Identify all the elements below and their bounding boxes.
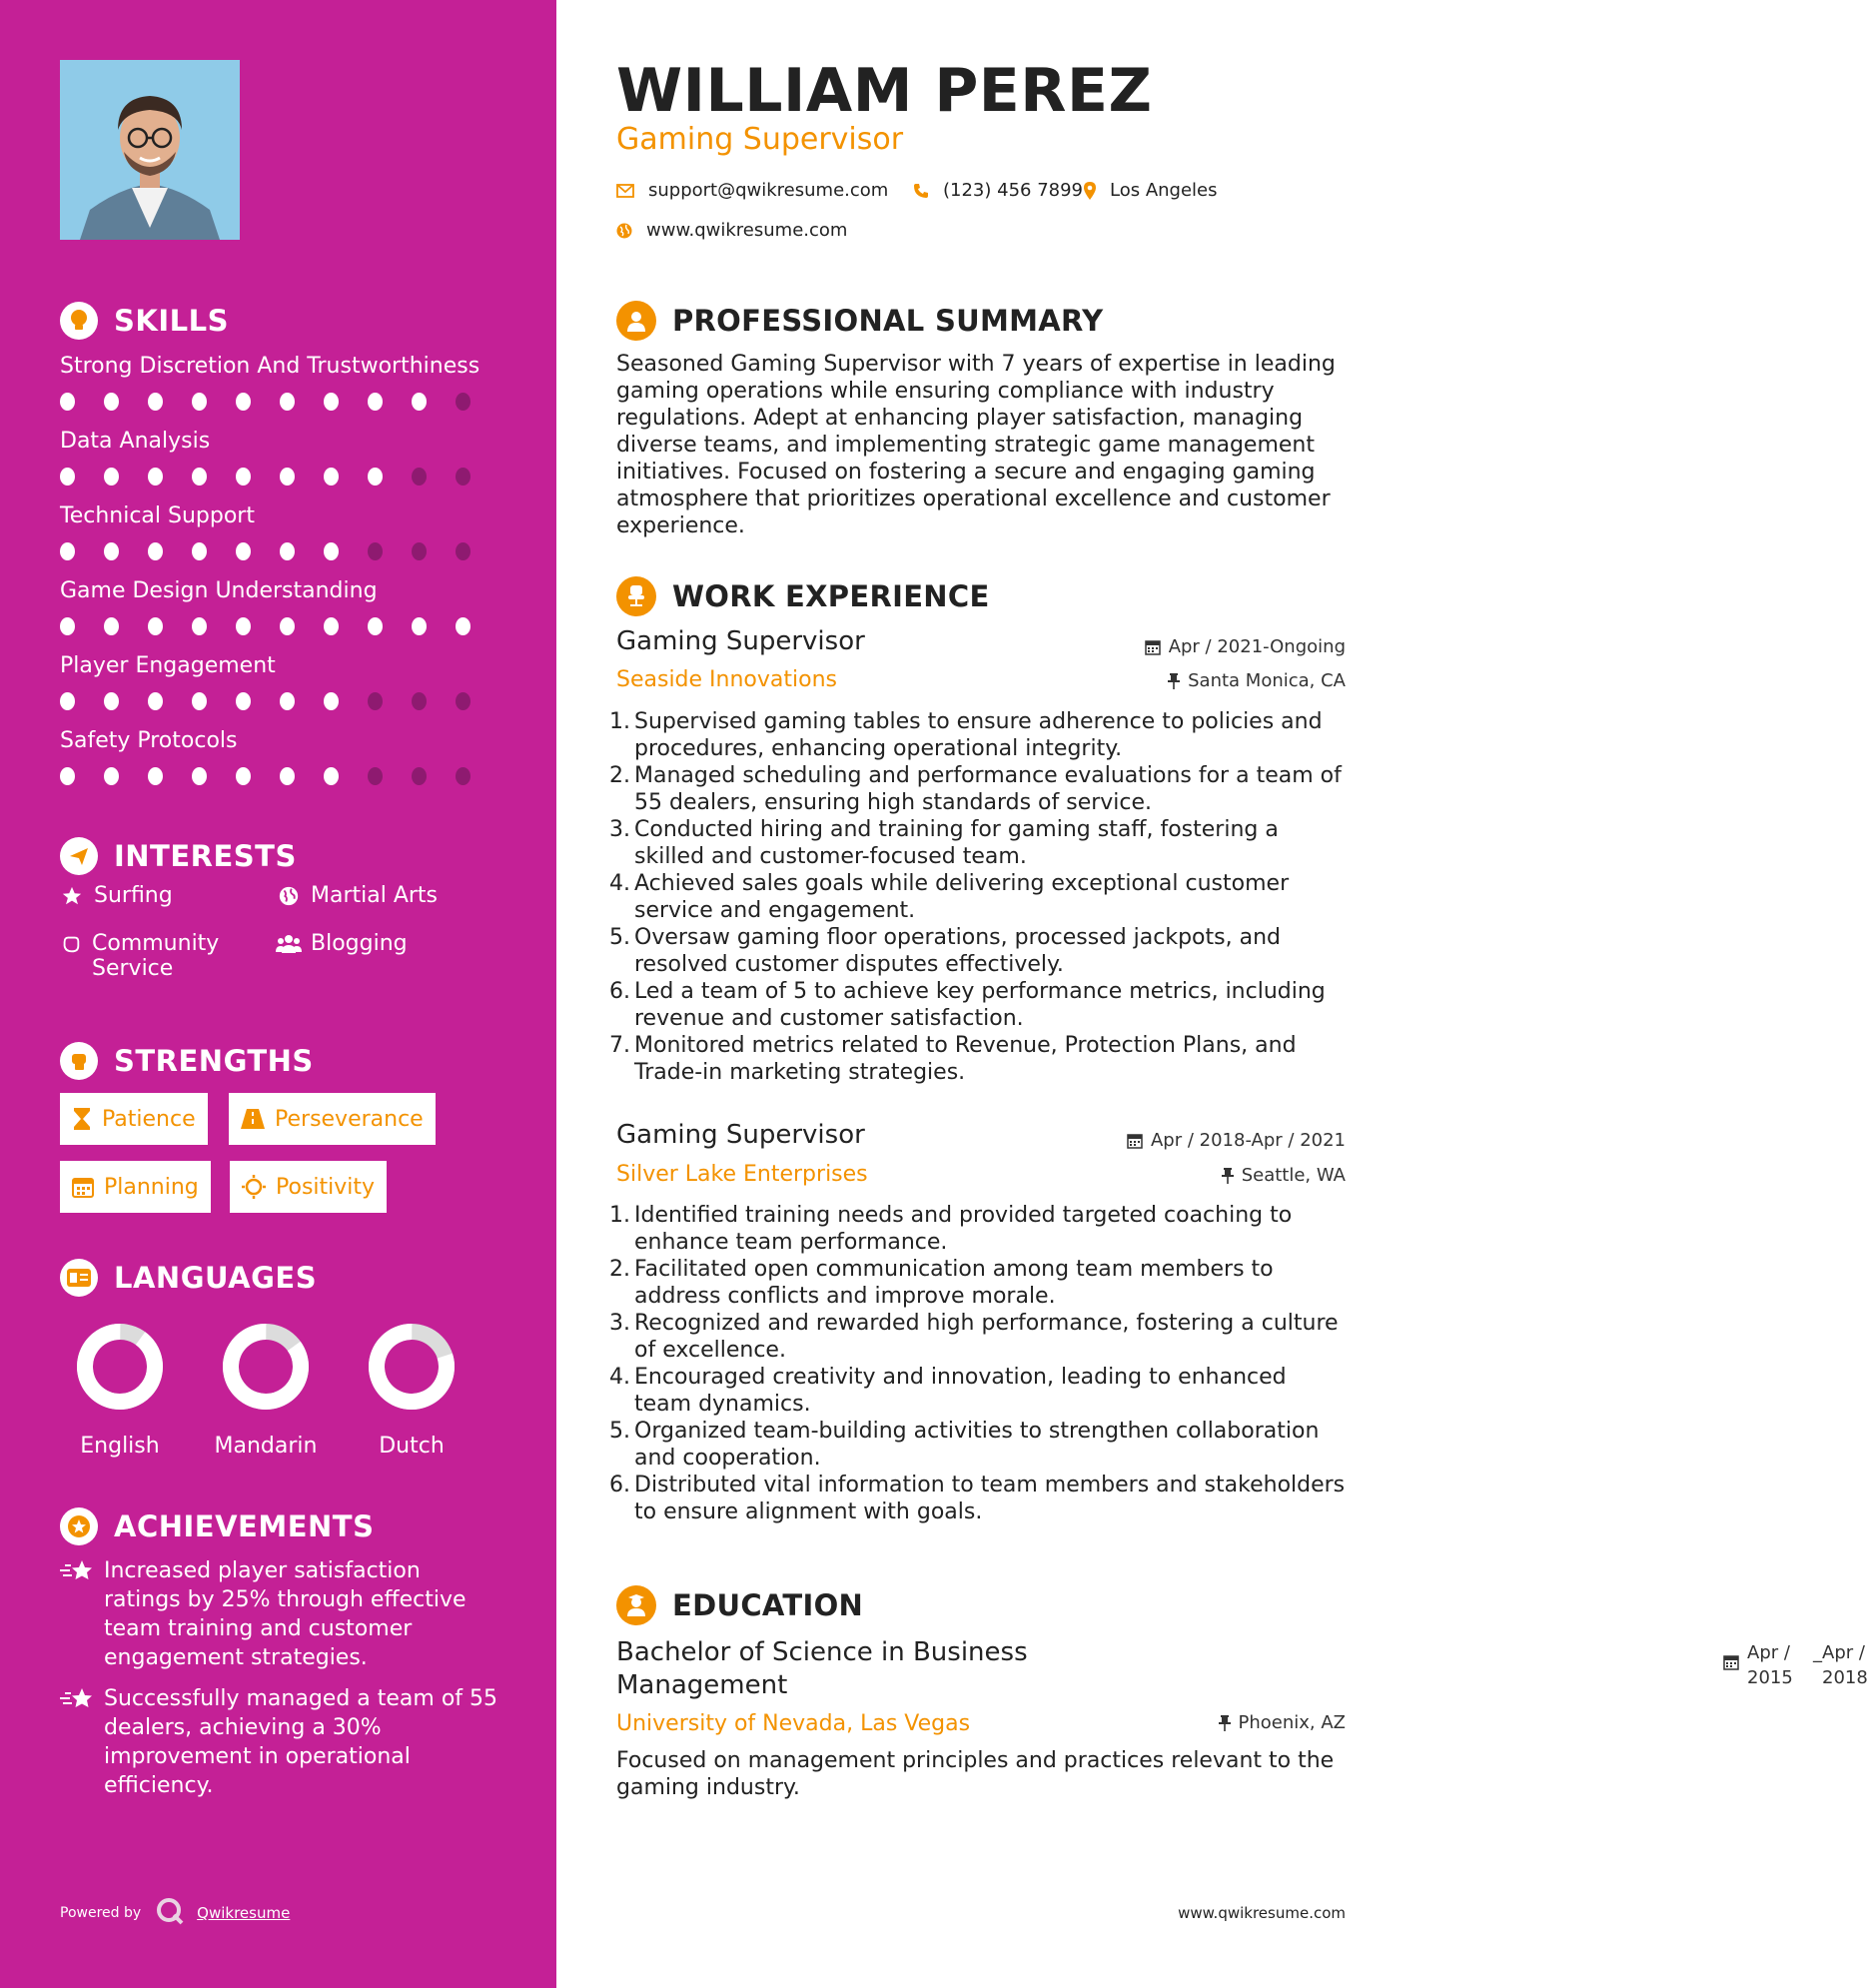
skill-name: Data Analysis	[60, 429, 211, 454]
achievement-item	[60, 1684, 499, 1800]
skill-rating-dot	[236, 542, 251, 560]
skill-item	[60, 429, 499, 486]
responsibility-text: Recognized and rewarded high performance, fostering a culture of excellence.	[634, 1311, 1339, 1363]
skill-rating-dot	[324, 617, 339, 635]
skill-rating-dot	[456, 692, 470, 710]
strength-label: Positivity	[276, 1174, 376, 1200]
skill-rating-dot	[236, 468, 251, 486]
strength-label: Planning	[104, 1174, 199, 1200]
skill-rating-dot	[192, 542, 207, 560]
skill-rating-dot	[368, 617, 383, 635]
language-ring-fill	[71, 1318, 169, 1416]
language-name: Dutch	[379, 1434, 445, 1459]
skill-rating	[60, 468, 499, 486]
responsibility-item	[608, 1418, 1348, 1472]
fist-icon	[60, 1042, 98, 1080]
strength-badge	[230, 1161, 387, 1213]
responsibility-number: 4.	[609, 1365, 630, 1390]
responsibility-text: Led a team of 5 to achieve key performance metrics, including revenue and customer satisfaction.	[634, 979, 1326, 1031]
skill-rating-dot	[192, 767, 207, 785]
skill-rating-dot	[104, 617, 119, 635]
skill-rating-dot	[104, 767, 119, 785]
map-pin-icon	[1084, 182, 1096, 200]
skill-rating-dot	[280, 393, 295, 411]
skill-rating-dot	[104, 542, 119, 560]
office-chair-icon	[616, 576, 656, 616]
responsibility-number: 6.	[609, 1473, 630, 1497]
location-text: Los Angeles	[1110, 180, 1218, 201]
skill-name: Player Engagement	[60, 653, 276, 678]
achievement-text: Increased player satisfaction ratings by 25% through effective team training and customer engagement strategies.	[104, 1558, 467, 1670]
language-item	[55, 1322, 185, 1459]
responsibility-text: Achieved sales goals while delivering exceptional customer service and engagement.	[634, 871, 1290, 923]
responsibility-number: 5.	[609, 925, 630, 950]
responsibility-item	[608, 816, 1348, 870]
skill-name: Game Design Understanding	[60, 578, 378, 603]
contact-location	[1084, 180, 1218, 201]
interest-item	[60, 883, 173, 908]
skill-rating-dot	[368, 542, 383, 560]
skill-rating-dot	[324, 393, 339, 411]
responsibility-text: Distributed vital information to team members and stakeholders to ensure alignment with goals.	[634, 1473, 1346, 1524]
skill-rating-dot	[412, 617, 427, 635]
skill-rating-dot	[280, 767, 295, 785]
skill-rating	[60, 767, 499, 785]
skill-rating-dot	[412, 542, 427, 560]
languages-heading	[60, 1259, 317, 1297]
responsibility-item	[608, 1310, 1348, 1364]
skill-rating-dot	[104, 468, 119, 486]
main-content	[556, 0, 1868, 1988]
skill-rating-dot	[60, 468, 75, 486]
language-item	[347, 1322, 476, 1459]
skill-rating-dot	[456, 393, 470, 411]
skill-rating-dot	[368, 393, 383, 411]
responsibility-item	[608, 1202, 1348, 1256]
skill-rating-dot	[148, 617, 163, 635]
education-heading	[616, 1585, 863, 1625]
strengths-heading	[60, 1042, 314, 1080]
skill-rating-dot	[368, 692, 383, 710]
skill-rating-dot	[456, 617, 470, 635]
education-date-separator: _	[1813, 1642, 1822, 1663]
responsibility-item	[608, 924, 1348, 978]
responsibility-item	[608, 762, 1348, 816]
interest-label: Surfing	[94, 883, 173, 908]
skill-rating-dot	[148, 767, 163, 785]
language-ring-fill	[217, 1318, 315, 1416]
education-title: EDUCATION	[672, 1588, 864, 1622]
phone-icon	[913, 183, 929, 199]
interest-item	[277, 883, 438, 908]
skill-rating	[60, 692, 499, 710]
language-proficiency-ring	[75, 1322, 165, 1412]
education-location-text: Phoenix, AZ	[1238, 1712, 1346, 1733]
job-location	[1222, 1165, 1346, 1186]
skill-rating-dot	[412, 468, 427, 486]
skill-item	[60, 728, 499, 785]
skill-rating-dot	[148, 468, 163, 486]
responsibility-item	[608, 708, 1348, 762]
achievement-item	[60, 1556, 499, 1672]
responsibility-item	[608, 1256, 1348, 1310]
skill-rating-dot	[148, 393, 163, 411]
skill-rating-dot	[456, 542, 470, 560]
skill-rating-dot	[60, 617, 75, 635]
job-responsibilities	[608, 708, 1348, 1086]
interests-heading	[60, 837, 297, 875]
phone-text: (123) 456 7899	[943, 180, 1084, 201]
responsibility-number: 5.	[609, 1419, 630, 1444]
skill-rating-dot	[324, 468, 339, 486]
contact-email[interactable]	[616, 180, 888, 201]
education-dates	[1723, 1640, 1868, 1690]
skill-item	[60, 653, 499, 710]
language-item	[201, 1322, 331, 1459]
shooting-star-icon	[60, 1556, 94, 1672]
job-title: Gaming Supervisor	[616, 626, 865, 656]
job-dates-text: Apr / 2021-Ongoing	[1168, 636, 1346, 657]
strength-badge	[60, 1093, 208, 1145]
responsibility-number: 7.	[609, 1033, 630, 1058]
responsibility-text: Supervised gaming tables to ensure adherence to policies and procedures, enhancing operational integrity.	[634, 709, 1323, 761]
responsibility-number: 3.	[609, 1311, 630, 1336]
responsibility-item	[608, 1032, 1348, 1086]
skill-rating-dot	[324, 767, 339, 785]
skill-rating-dot	[148, 542, 163, 560]
responsibility-text: Facilitated open communication among team members to address conflicts and improve morale.	[634, 1257, 1274, 1309]
hourglass-icon	[72, 1107, 92, 1131]
skill-rating-dot	[192, 617, 207, 635]
skill-rating-dot	[148, 692, 163, 710]
sun-icon	[242, 1175, 266, 1199]
contact-website[interactable]	[616, 220, 847, 241]
education-start: Apr / 2015	[1747, 1642, 1793, 1688]
footer-url[interactable]: www.qwikresume.com	[1178, 1904, 1346, 1922]
skill-rating-dot	[324, 542, 339, 560]
job-title: Gaming Supervisor	[616, 1120, 865, 1150]
skill-rating-dot	[456, 468, 470, 486]
skill-item	[60, 578, 499, 635]
hand-icon	[60, 931, 82, 955]
skills-heading	[60, 302, 229, 340]
interest-label: Blogging	[311, 931, 408, 956]
job-company: Seaside Innovations	[616, 667, 837, 692]
education-degree: Bachelor of Science in Business Management	[616, 1637, 1028, 1700]
job-company: Silver Lake Enterprises	[616, 1162, 868, 1187]
strength-label: Patience	[102, 1106, 196, 1132]
interest-label: Community Service	[92, 931, 220, 981]
skill-name: Safety Protocols	[60, 728, 238, 753]
summary-text: Seasoned Gaming Supervisor with 7 years of expertise in leading gaming operations while ensuring compliance with industry regulations. Adept at enhancing player satisfaction, managing diverse teams, and implementing strategic game management initiatives. Focused on fostering a secure and engaging gaming atmosphere that prioritizes operational excellence and customer experience.	[616, 352, 1336, 538]
skill-rating-dot	[236, 393, 251, 411]
skill-rating-dot	[104, 692, 119, 710]
achievements-title: ACHIEVEMENTS	[114, 1509, 375, 1543]
skill-rating-dot	[192, 393, 207, 411]
interest-label: Martial Arts	[311, 883, 439, 908]
paper-plane-icon	[60, 837, 98, 875]
achievement-text: Successfully managed a team of 55 dealers, achieving a 30% improvement in operational efficiency.	[104, 1686, 498, 1798]
skill-rating-dot	[236, 692, 251, 710]
pushpin-icon	[1168, 673, 1180, 689]
job-location-text: Seattle, WA	[1241, 1165, 1346, 1186]
education-end: Apr / 2018	[1822, 1642, 1868, 1688]
skill-rating-dot	[412, 767, 427, 785]
responsibility-item	[608, 1364, 1348, 1418]
skill-rating-dot	[60, 692, 75, 710]
strength-badge	[60, 1161, 211, 1213]
skill-rating-dot	[280, 617, 295, 635]
lightbulb-icon	[60, 302, 98, 340]
sidebar	[0, 0, 556, 1988]
job-responsibilities	[608, 1202, 1348, 1525]
award-star-icon	[60, 1507, 98, 1545]
skill-rating-dot	[236, 617, 251, 635]
calendar-icon	[72, 1176, 94, 1198]
skill-rating-dot	[104, 393, 119, 411]
contact-phone[interactable]	[913, 180, 1083, 201]
interest-item	[60, 931, 260, 981]
responsibility-number: 2.	[609, 1257, 630, 1282]
pushpin-icon	[1222, 1168, 1234, 1184]
job-location-text: Santa Monica, CA	[1188, 670, 1346, 691]
skill-rating-dot	[60, 542, 75, 560]
language-name: English	[80, 1434, 160, 1459]
user-icon	[616, 301, 656, 341]
responsibility-text: Identified training needs and provided targeted coaching to enhance team performance.	[634, 1203, 1293, 1255]
skill-name: Strong Discretion And Trustworthiness	[60, 354, 480, 379]
language-icon	[60, 1259, 98, 1297]
responsibility-number: 6.	[609, 979, 630, 1004]
language-proficiency-ring	[367, 1322, 457, 1412]
skill-rating-dot	[368, 767, 383, 785]
qwikresume-link[interactable]: Qwikresume	[197, 1904, 291, 1922]
profile-photo	[60, 60, 240, 240]
responsibility-number: 1.	[609, 1203, 630, 1228]
responsibility-text: Conducted hiring and training for gaming staff, fostering a skilled and customer-focused team.	[634, 817, 1279, 869]
summary-heading	[616, 301, 1103, 341]
responsibility-number: 4.	[609, 871, 630, 896]
responsibility-number: 1.	[609, 709, 630, 734]
skill-rating-dot	[280, 542, 295, 560]
shooting-star-icon	[60, 1684, 94, 1800]
envelope-icon	[616, 184, 634, 198]
responsibility-text: Oversaw gaming floor operations, processed jackpots, and resolved customer disputes effectively.	[634, 925, 1281, 977]
education-description: Focused on management principles and practices relevant to the gaming industry.	[616, 1748, 1335, 1800]
job-dates	[1145, 636, 1346, 657]
skill-rating	[60, 393, 499, 411]
job-dates	[1127, 1130, 1346, 1151]
skills-title: SKILLS	[114, 304, 229, 338]
responsibility-number: 2.	[609, 763, 630, 788]
languages-title: LANGUAGES	[114, 1261, 318, 1295]
road-icon	[241, 1108, 265, 1130]
responsibility-text: Organized team-building activities to strengthen collaboration and cooperation.	[634, 1419, 1320, 1471]
skill-item	[60, 354, 499, 411]
skill-rating-dot	[324, 692, 339, 710]
skill-item	[60, 503, 499, 560]
candidate-name: WILLIAM PEREZ	[616, 56, 1153, 126]
globe-icon	[277, 883, 301, 907]
education-school: University of Nevada, Las Vegas	[616, 1711, 971, 1736]
responsibility-number: 3.	[609, 817, 630, 842]
education-location	[1219, 1712, 1347, 1733]
calendar-icon	[1145, 639, 1161, 655]
experience-title: WORK EXPERIENCE	[672, 579, 990, 613]
pushpin-icon	[1219, 1715, 1231, 1731]
calendar-icon	[1723, 1640, 1739, 1677]
graduate-icon	[616, 1585, 656, 1625]
star-icon	[60, 883, 84, 907]
strength-label: Perseverance	[275, 1106, 424, 1132]
email-text: support@qwikresume.com	[648, 180, 889, 201]
strengths-title: STRENGTHS	[114, 1044, 314, 1078]
skill-rating-dot	[60, 767, 75, 785]
responsibility-text: Encouraged creativity and innovation, leading to enhanced team dynamics.	[634, 1365, 1287, 1417]
powered-by-label: Powered by	[60, 1905, 142, 1921]
summary-title: PROFESSIONAL SUMMARY	[672, 304, 1104, 338]
interest-item	[277, 931, 408, 956]
job-dates-text: Apr / 2018-Apr / 2021	[1150, 1130, 1346, 1151]
skill-rating-dot	[280, 692, 295, 710]
skill-rating-dot	[280, 468, 295, 486]
website-text: www.qwikresume.com	[646, 220, 848, 241]
users-icon	[277, 931, 301, 955]
experience-heading	[616, 576, 990, 616]
achievements-heading	[60, 1507, 374, 1545]
responsibility-text: Managed scheduling and performance evaluations for a team of 55 dealers, ensuring high standards of service.	[634, 763, 1342, 815]
candidate-role: Gaming Supervisor	[616, 122, 904, 157]
job-location	[1168, 670, 1346, 691]
skill-rating-dot	[412, 393, 427, 411]
skill-rating	[60, 617, 499, 635]
qwikresume-logo-icon	[155, 1896, 185, 1930]
powered-by	[60, 1896, 290, 1930]
skill-rating-dot	[412, 692, 427, 710]
language-ring-fill	[368, 1323, 456, 1411]
responsibility-item	[608, 870, 1348, 924]
responsibility-text: Monitored metrics related to Revenue, Protection Plans, and Trade-in marketing strategies.	[634, 1033, 1297, 1085]
responsibility-item	[608, 978, 1348, 1032]
language-proficiency-ring	[221, 1322, 311, 1412]
skill-rating-dot	[368, 468, 383, 486]
skill-rating-dot	[192, 692, 207, 710]
globe-icon	[616, 223, 632, 239]
strength-badge	[229, 1093, 436, 1145]
calendar-icon	[1127, 1133, 1143, 1149]
interests-title: INTERESTS	[114, 839, 297, 873]
skill-rating-dot	[456, 767, 470, 785]
skill-rating-dot	[236, 767, 251, 785]
language-name: Mandarin	[214, 1434, 318, 1459]
skill-name: Technical Support	[60, 503, 255, 528]
responsibility-item	[608, 1472, 1348, 1525]
skill-rating	[60, 542, 499, 560]
skill-rating-dot	[192, 468, 207, 486]
skill-rating-dot	[60, 393, 75, 411]
